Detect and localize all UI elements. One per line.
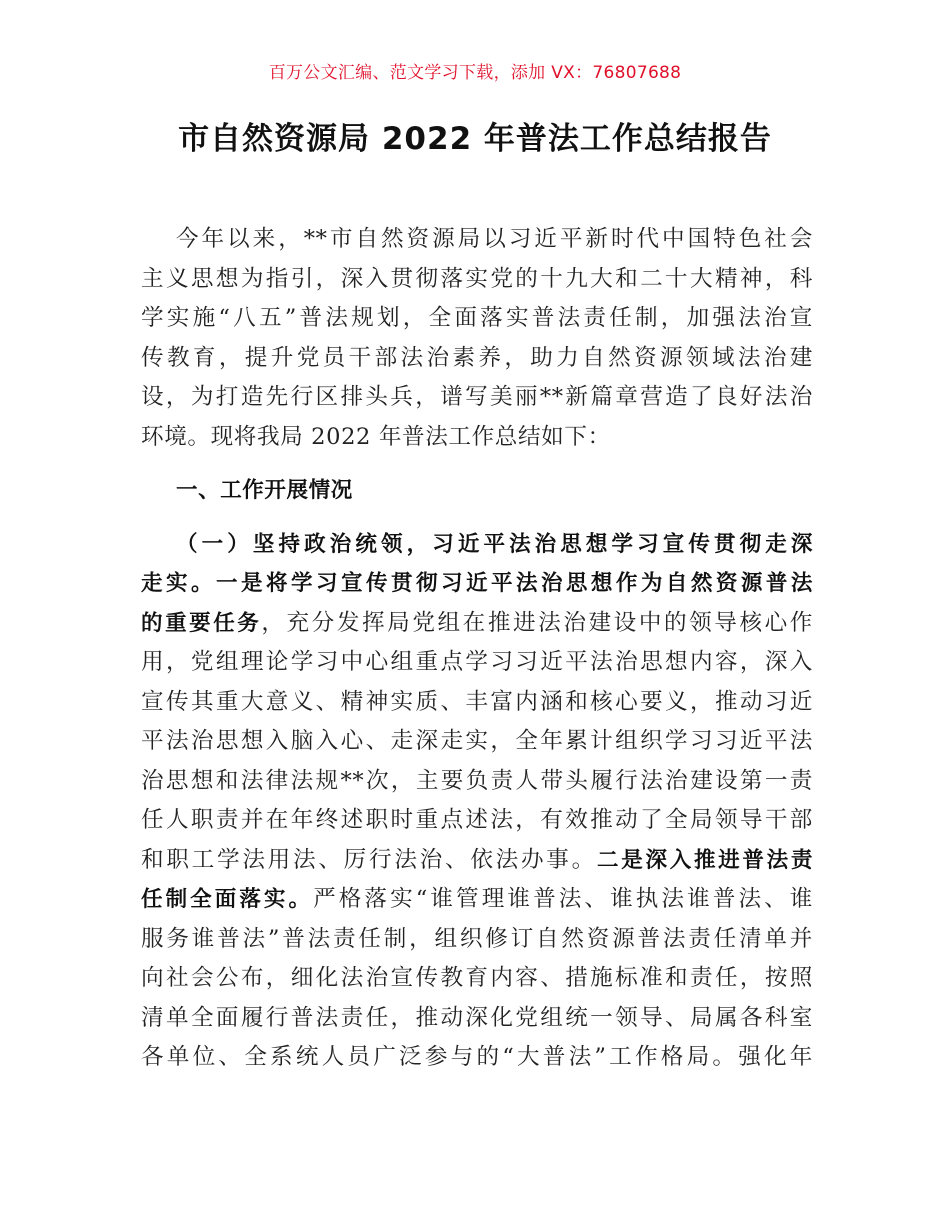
sub-heading: （一）坚持政治统领，习近平法治思想学习宣传贯彻走深 [176,531,813,557]
bold-phrase: 任制全面落实。 [141,887,314,912]
paragraph-gap [141,511,813,525]
document-title: 市自然资源局 2022 年普法工作总结报告 [178,121,772,157]
paragraph-gap [141,457,813,471]
body-text-run: 严格落实“谁管理谁普法、谁执法谁普法、谁 [313,886,813,912]
body-line: 服务谁普法”普法责任制，组织修订自然资源普法责任清单并 [141,925,813,952]
intro-line: 传教育，提升党员干部法治素养，助力自然资源领域法治建 [141,344,813,371]
body-line: 宣传其重大意义、精神实质、丰富内涵和核心要义，推动习近 [141,688,813,715]
body-line [141,880,813,920]
body-line: 用，党组理论学习中心组重点学习习近平法治思想内容，深入 [141,649,813,675]
intro-line: 学实施“八五”普法规划，全面落实普法责任制，加强法治宣 [141,305,813,331]
body-line: 平法治思想入脑入心、走深走实，全年累计组织学习习近平法 [141,728,813,754]
body-text-run: 和职工学法用法、厉行法治、依法办事。 [141,846,597,873]
section-heading: 一、工作开展情况 [176,478,353,503]
body-line: 各单位、全系统人员广泛参与的“大普法”工作格局。强化年 [141,1044,813,1070]
body-line: 走实。一是将学习宣传贯彻习近平法治思想作为自然资源普法 [141,571,813,596]
body-line: 清单全面履行普法责任，推动深化党组统一领导、局属各科室 [141,1004,813,1031]
body-line [141,604,813,644]
bold-phrase: 二是深入推进普法责 [596,847,813,873]
intro-line: 主义思想为指引，深入贯彻落实党的十九大和二十大精神，科 [141,265,813,292]
body-line [141,841,813,881]
body-line: 治思想和法律法规**次，主要负责人带头履行法治建设第一责 [141,767,813,794]
bold-phrase: 的重要任务 [141,610,262,636]
watermark-banner: 百万公文汇编、范文学习下载，添加 VX：76807688 [268,63,682,83]
document-body [141,220,813,1078]
intro-line: 设，为打造先行区排头兵，谱写美丽**新篇章营造了良好法治 [141,384,813,410]
intro-line: 今年以来，**市自然资源局以习近平新时代中国特色社会 [176,226,813,252]
body-line: 任人职责并在年终述职时重点述法，有效推动了全局领导干部 [141,807,813,833]
body-line: 向社会公布，细化法治宣传教育内容、措施标准和责任，按照 [141,965,813,991]
intro-line: 环境。现将我局 2022 年普法工作总结如下： [141,423,611,450]
body-text-run: ，充分发挥局党组在推进法治建设中的领导核心作 [261,609,813,636]
